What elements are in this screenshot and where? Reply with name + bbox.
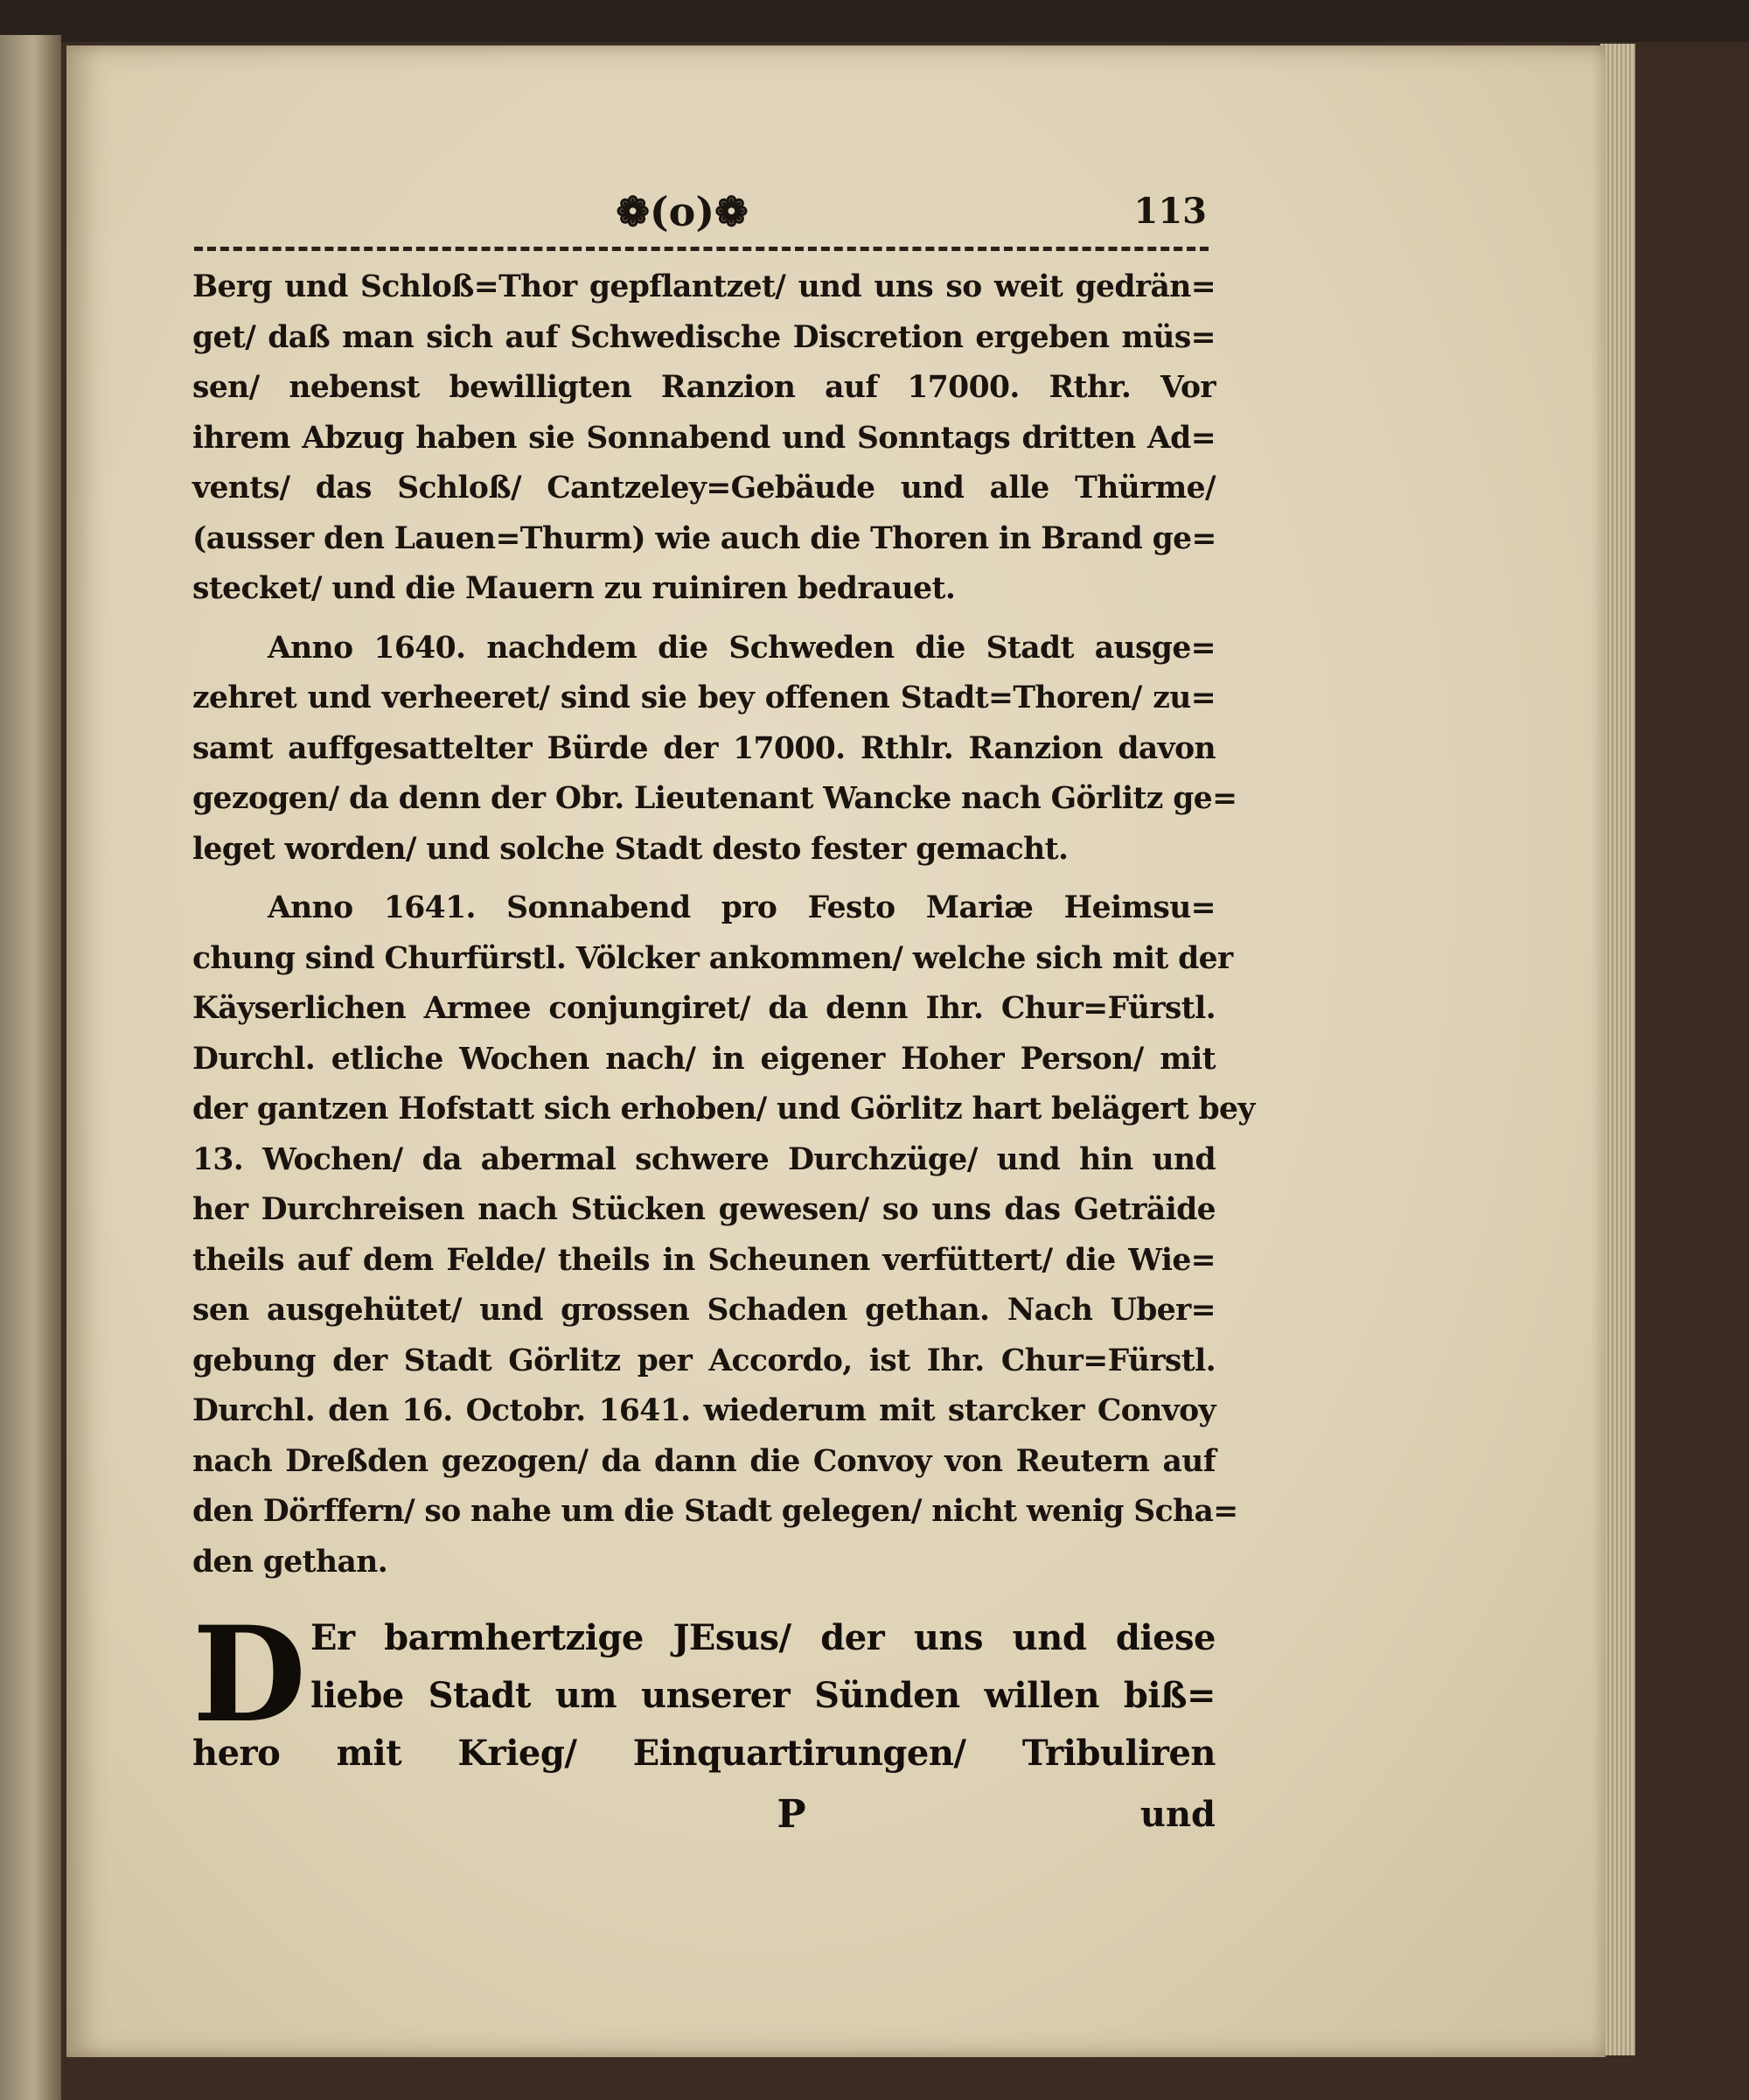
- running-head: [0, 185, 1749, 238]
- text-line: liebe Stadt um unserer Sünden willen biß=: [310, 1675, 1216, 1716]
- text-line: theils auf dem Felde/ theils in Scheunen verfüttert/ die Wie=: [192, 1242, 1216, 1278]
- text-line: vents/ das Schloß/ Cantzeley=Gebäude und alle Thürme/: [192, 471, 1216, 506]
- text-line: 13. Wochen/ da abermal schwere Durchzüge/ und hin und: [192, 1141, 1216, 1177]
- page-footer: [192, 1786, 1216, 1844]
- text-line: gebung der Stadt Görlitz per Accordo, ist Ihr. Chur=Fürstl.: [192, 1343, 1216, 1378]
- text-line: her Durchreisen nach Stücken gewesen/ so uns das Geträide: [192, 1192, 1216, 1227]
- text-line: sen ausgehütet/ und grossen Schaden gethan. Nach Uber=: [192, 1293, 1216, 1328]
- text-line: leget worden/ und solche Stadt desto fester gemacht.: [192, 831, 1069, 867]
- signature-mark: P: [777, 1792, 806, 1837]
- text-line: Käyserlichen Armee conjungiret/ da denn Ihr. Chur=Fürstl.: [192, 991, 1216, 1026]
- text-line: sen/ nebenst bewilligten Ranzion auf 17000. Rthr. Vor: [192, 370, 1216, 405]
- text-line: hero mit Krieg/ Einquartirungen/ Tribuliren: [192, 1733, 1216, 1774]
- text-line: Durchl. den 16. Octobr. 1641. wiederum mit starcker Convoy: [192, 1393, 1216, 1428]
- text-line: gezogen/ da denn der Obr. Lieutenant Wancke nach Görlitz ge=: [192, 781, 1237, 816]
- text-line: ihrem Abzug haben sie Sonnabend und Sonntags dritten Ad=: [192, 420, 1216, 456]
- text-line: den Dörffern/ so nahe um die Stadt gelegen/ nicht wenig Scha=: [192, 1494, 1238, 1529]
- text-line: Berg und Schloß=Thor gepflantzet/ und uns so weit gedrän=: [192, 269, 1216, 304]
- page-stack-edge: [1600, 44, 1635, 2055]
- text-line: (ausser den Lauen=Thurm) wie auch die Thoren in Brand ge=: [192, 520, 1216, 556]
- text-line: Anno 1640. nachdem die Schweden die Stadt ausge=: [268, 630, 1216, 666]
- text-line: nach Dreßden gezogen/ da dann die Convoy von Reutern auf: [192, 1443, 1216, 1479]
- text-line: stecket/ und die Mauern zu ruiniren bedrauet.: [192, 571, 956, 606]
- text-line: Durchl. etliche Wochen nach/ in eigener Hoher Person/ mit: [192, 1041, 1216, 1077]
- body-text: [192, 262, 1255, 1587]
- text-line: Anno 1641. Sonnabend pro Festo Mariæ Heimsu=: [268, 890, 1216, 925]
- text-line: Er barmhertzige JEsus/ der uns und diese: [310, 1617, 1216, 1658]
- text-line: chung sind Churfürstl. Völcker ankommen/ welche sich mit der: [192, 940, 1233, 976]
- text-line: zehret und verheeret/ sind sie bey offenen Stadt=Thoren/ zu=: [192, 680, 1216, 715]
- text-line: samt auffgesattelter Bürde der 17000. Rthlr. Ranzion davon: [192, 730, 1216, 766]
- final-paragraph: [192, 1598, 1216, 1783]
- catchword: und: [1139, 1794, 1216, 1835]
- text-line: den gethan.: [192, 1544, 388, 1580]
- text-line: der gantzen Hofstatt sich erhoben/ und Görlitz hart belägert bey: [192, 1092, 1255, 1127]
- decorated-initial: D: [192, 1598, 307, 1752]
- head-ornament: ❁(o)❁: [616, 188, 749, 235]
- head-rule: [194, 247, 1209, 251]
- book-page-edge-left: [0, 35, 61, 2100]
- text-line: get/ daß man sich auf Schwedische Discretion ergeben müs=: [192, 319, 1216, 355]
- page-number: 113: [1133, 191, 1207, 232]
